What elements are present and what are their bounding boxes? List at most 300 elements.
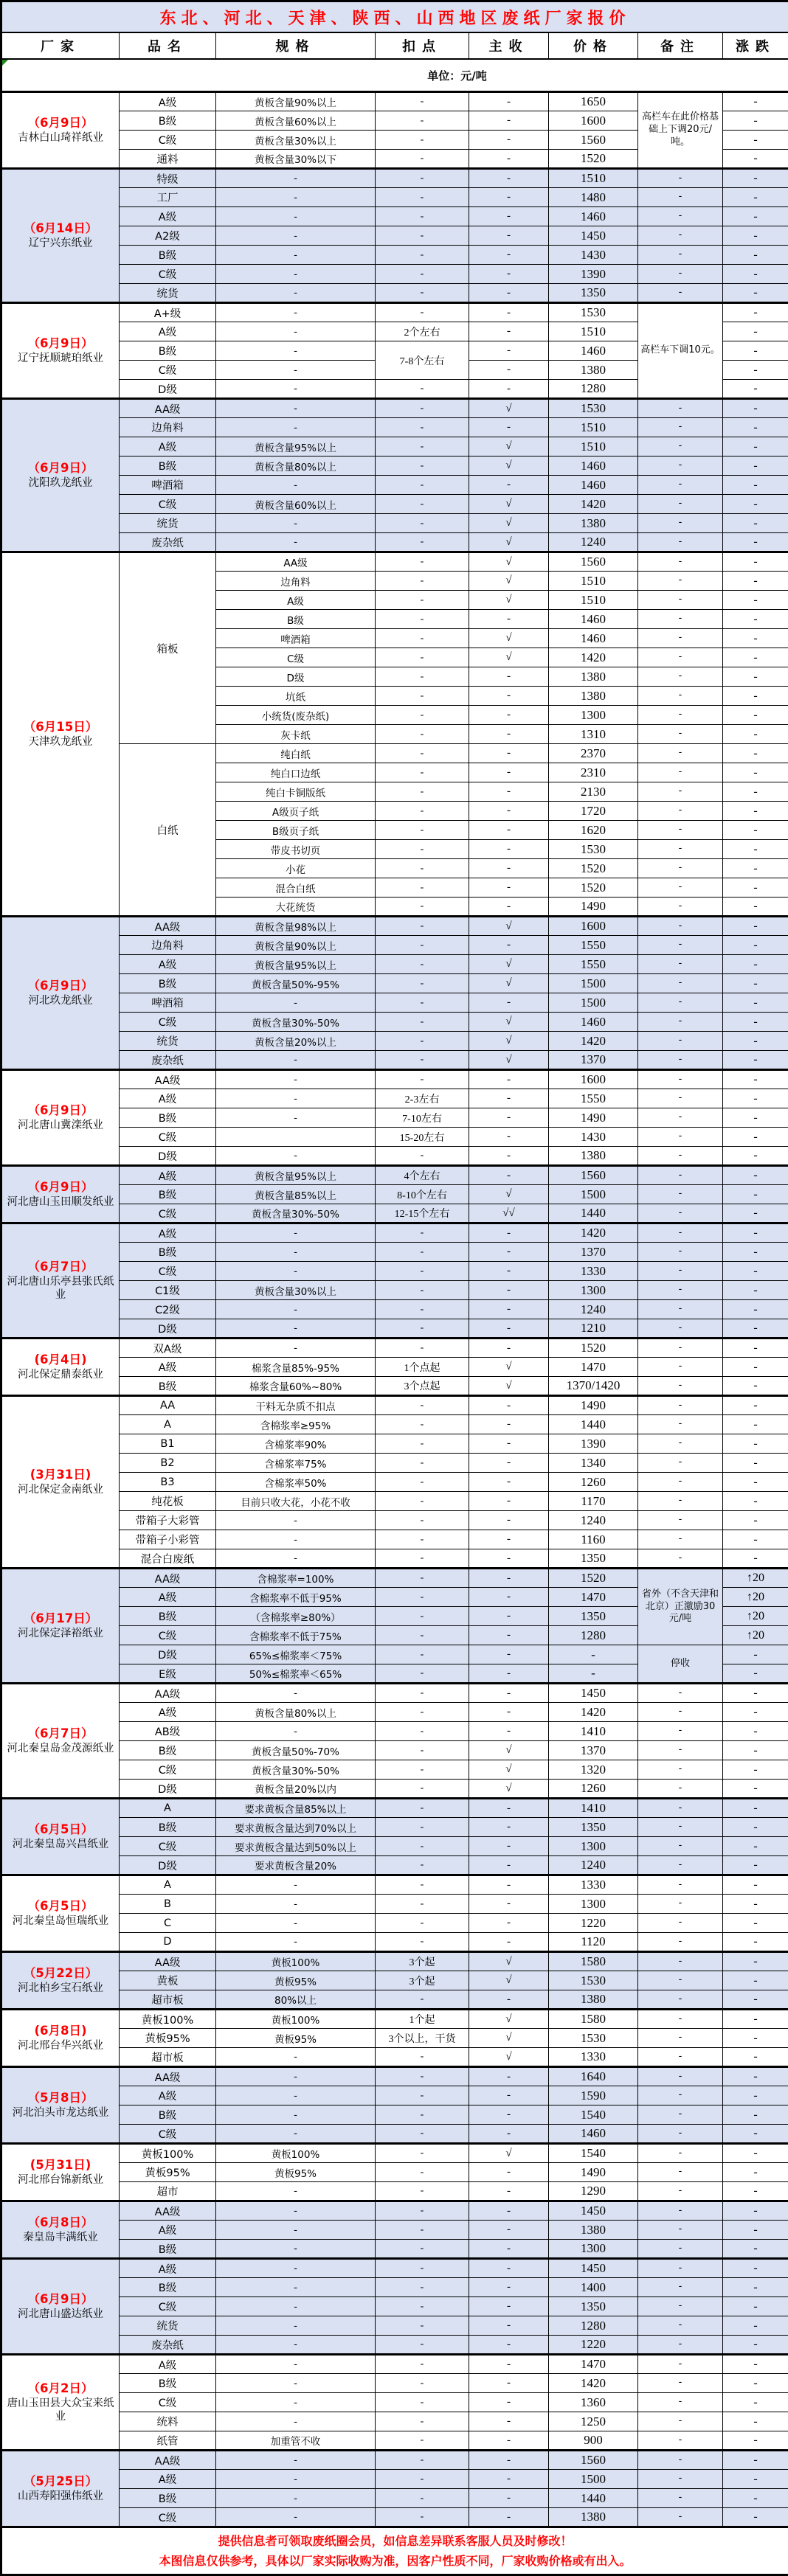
deduction-cell: - [376, 821, 469, 840]
change-cell: - [723, 533, 788, 552]
deduction-cell: - [376, 1664, 469, 1684]
price-cell: 900 [549, 2431, 638, 2451]
change-cell: - [723, 1070, 788, 1089]
grade-cell: 超市 [120, 2182, 216, 2201]
price-cell: 1370/1420 [549, 1377, 638, 1396]
spec-cell: - [216, 169, 376, 188]
table-row [1, 1243, 788, 1262]
remark-cell: - [638, 1818, 723, 1837]
remark-cell: - [638, 1319, 723, 1339]
table-row [1, 169, 788, 188]
factory-date: （6月7日） [4, 1260, 117, 1275]
price-cell: 1450 [549, 1684, 638, 1703]
page-title: 东北、河北、天津、陕西、山西地区废纸厂家报价 [1, 1, 788, 33]
change-cell: - [723, 1549, 788, 1569]
spec-cell: - [216, 1549, 376, 1569]
table-row [1, 1262, 788, 1281]
change-cell: ↑20 [723, 1626, 788, 1645]
spec-cell: - [216, 2316, 376, 2336]
spec-cell: 含棉浆率不低于75% [216, 1626, 376, 1645]
remark-cell: - [638, 207, 723, 226]
factory-cell [1, 1569, 120, 1684]
table-row [1, 1952, 788, 1971]
change-cell: - [723, 380, 788, 399]
table-row [1, 456, 788, 476]
change-cell: - [723, 2508, 788, 2527]
price-cell: 1590 [549, 2086, 638, 2105]
change-cell: - [723, 2144, 788, 2163]
spec-cell: - [216, 2374, 376, 2393]
change-cell: - [723, 2067, 788, 2086]
price-cell: 1600 [549, 1070, 638, 1089]
remark-cell: - [638, 514, 723, 533]
remark-cell: - [638, 1914, 723, 1933]
change-cell: - [723, 1415, 788, 1434]
main-accept-cell: - [469, 1549, 549, 1569]
remark-cell: - [638, 2240, 723, 2259]
remark-cell: - [638, 1454, 723, 1473]
spec-cell: 含棉浆率75% [216, 1454, 376, 1473]
footer-notice [1, 2527, 788, 2575]
factory-cell [1, 552, 120, 917]
spec-cell: - [216, 1051, 376, 1070]
main-accept-cell: - [469, 1818, 549, 1837]
main-accept-cell: - [469, 2297, 549, 2316]
factory-cell [1, 2067, 120, 2144]
col-header-price: 价格 [549, 32, 638, 59]
spec-cell: - [216, 1300, 376, 1319]
main-accept-cell: - [469, 1281, 549, 1300]
change-cell: - [723, 2240, 788, 2259]
table-row [1, 1799, 788, 1818]
price-cell: 1350 [549, 284, 638, 303]
change-cell: - [723, 1339, 788, 1358]
price-cell: 1500 [549, 2470, 638, 2489]
remark-cell: - [638, 2393, 723, 2412]
table-row [1, 1684, 788, 1703]
deduction-cell: - [376, 1741, 469, 1760]
remark-cell: - [638, 917, 723, 936]
change-cell: - [723, 1032, 788, 1051]
spec-cell: 黄板含量80%以上 [216, 1703, 376, 1722]
price-cell: 1530 [549, 840, 638, 859]
price-cell: 1160 [549, 1530, 638, 1549]
remark-cell: - [638, 1281, 723, 1300]
remark-cell: - [638, 1971, 723, 1990]
grade-cell: 边角料 [120, 418, 216, 437]
spec-cell: - [216, 1895, 376, 1914]
table-row [1, 418, 788, 437]
change-cell: - [723, 1051, 788, 1070]
change-cell: - [723, 1511, 788, 1530]
spec-cell: 黄板100% [216, 1952, 376, 1971]
deduction-cell: - [376, 1703, 469, 1722]
grade-cell: C1级 [120, 1281, 216, 1300]
grade-cell: 黄板100% [120, 2010, 216, 2029]
grade-cell: B级 [120, 1741, 216, 1760]
table-row [1, 2182, 788, 2201]
spec-cell: - [216, 2393, 376, 2412]
table-row [1, 1454, 788, 1473]
spec-cell: - [216, 1933, 376, 1952]
spec-cell: - [216, 2297, 376, 2316]
price-cell: 1490 [549, 898, 638, 917]
remark-cell: - [638, 2086, 723, 2105]
price-cell: 1510 [549, 418, 638, 437]
change-cell: - [723, 859, 788, 878]
change-cell: - [723, 782, 788, 802]
spec-cell: - [216, 2470, 376, 2489]
unit-note [1, 59, 788, 92]
main-accept-cell: - [469, 878, 549, 898]
remark-cell: - [638, 1875, 723, 1895]
factory-date: （5月8日） [4, 2091, 117, 2106]
price-cell: 1300 [549, 1837, 638, 1856]
main-accept-cell: - [469, 2393, 549, 2412]
price-cell: 1520 [549, 150, 638, 169]
spec-cell [216, 1128, 376, 1147]
factory-date: （6月17日） [4, 1611, 117, 1627]
table-row [1, 2508, 788, 2527]
grade-cell: A级 [120, 1703, 216, 1722]
change-cell: - [723, 1147, 788, 1166]
remark-cell: - [638, 1128, 723, 1147]
col-header-factory: 厂家 [1, 32, 120, 59]
factory-name: 山西寿阳强伟纸业 [4, 2490, 117, 2503]
change-cell: - [723, 2336, 788, 2355]
deduction-cell: - [376, 150, 469, 169]
deduction-cell: - [376, 878, 469, 898]
main-accept-cell: √ [469, 648, 549, 667]
spec-cell: - [216, 2105, 376, 2125]
price-cell: 1460 [549, 629, 638, 648]
remark-cell: - [638, 1780, 723, 1799]
grade-cell: 边角料 [120, 936, 216, 955]
price-cell: 1470 [549, 1588, 638, 1607]
table-row [1, 552, 788, 572]
main-accept-cell: - [469, 1664, 549, 1684]
main-accept-cell: - [469, 2278, 549, 2297]
change-cell: - [723, 1664, 788, 1684]
change-cell: - [723, 1875, 788, 1895]
remark-cell: - [638, 2201, 723, 2221]
remark-cell: - [638, 1185, 723, 1204]
table-row [1, 2316, 788, 2336]
price-cell: 1520 [549, 1339, 638, 1358]
main-accept-cell: - [469, 150, 549, 169]
table-row [1, 2412, 788, 2431]
price-cell: 1580 [549, 1952, 638, 1971]
spec-cell: - [216, 1147, 376, 1166]
main-accept-cell: √ [469, 437, 549, 456]
spec-cell: 黄板95% [216, 2029, 376, 2048]
factory-cell [1, 1339, 120, 1396]
remark-cell: - [638, 1933, 723, 1952]
table-row [1, 1780, 788, 1799]
main-accept-cell: √ [469, 514, 549, 533]
grade-cell: A级 [120, 2086, 216, 2105]
spec-cell: - [216, 1684, 376, 1703]
table-row [1, 1434, 788, 1454]
remark-cell: - [638, 2451, 723, 2470]
deduction-cell: - [376, 2163, 469, 2182]
grade-cell: B级 [120, 1243, 216, 1262]
main-accept-cell: - [469, 2412, 549, 2431]
spec-cell: 黄板含量95%以上 [216, 955, 376, 974]
grade-cell: A级 [120, 437, 216, 456]
change-cell: - [723, 955, 788, 974]
col-header-change: 涨跌 [723, 32, 788, 59]
price-cell: 1510 [549, 169, 638, 188]
table-row [1, 1415, 788, 1434]
change-cell: - [723, 111, 788, 131]
deduction-cell: - [376, 380, 469, 399]
grade-cell: B级 [120, 1607, 216, 1626]
price-cell: 1440 [549, 1204, 638, 1223]
main-accept-cell: - [469, 2259, 549, 2278]
grade-cell: D级 [120, 1147, 216, 1166]
spec-cell: - [216, 399, 376, 418]
grade-cell: 统货 [120, 514, 216, 533]
price-cell: 1420 [549, 1223, 638, 1243]
table-row [1, 1933, 788, 1952]
grade-cell: 纯花板 [120, 1492, 216, 1511]
spec-cell: 黄板含量90%以上 [216, 92, 376, 111]
spec-cell: 65%≤棉浆率＜75% [216, 1645, 376, 1664]
deduction-cell: - [376, 706, 469, 725]
table-row [1, 1396, 788, 1415]
price-cell: 1460 [549, 476, 638, 495]
remark-cell: - [638, 476, 723, 495]
deduction-cell: - [376, 111, 469, 131]
deduction-cell: - [376, 1434, 469, 1454]
factory-date: （6月7日） [4, 1726, 117, 1742]
change-cell: - [723, 2029, 788, 2048]
main-accept-cell: - [469, 936, 549, 955]
price-cell: 1370 [549, 1051, 638, 1070]
spec-cell: - [216, 2221, 376, 2240]
spec-cell: 大花统货 [216, 898, 376, 917]
spec-cell: 坑纸 [216, 687, 376, 706]
change-cell: - [723, 2470, 788, 2489]
deduction-cell: - [376, 572, 469, 591]
factory-name: 河北秦皇岛恒瑞纸业 [4, 1914, 117, 1928]
table-row [1, 2374, 788, 2393]
change-cell: - [723, 878, 788, 898]
deduction-cell: - [376, 2470, 469, 2489]
main-accept-cell: √ [469, 955, 549, 974]
grade-cell: 箱板 [120, 552, 216, 744]
grade-cell: 超市板 [120, 2048, 216, 2067]
price-cell: 1240 [549, 1856, 638, 1875]
deduction-cell: - [376, 476, 469, 495]
deduction-cell: - [376, 1223, 469, 1243]
grade-cell: 超市板 [120, 1990, 216, 2010]
change-cell: - [723, 552, 788, 572]
price-cell: 1580 [549, 2010, 638, 2029]
main-accept-cell: - [469, 1243, 549, 1262]
main-accept-cell: - [469, 1530, 549, 1549]
remark-cell: - [638, 533, 723, 552]
spec-cell: - [216, 2067, 376, 2086]
main-accept-cell: - [469, 821, 549, 840]
price-cell: 1170 [549, 1492, 638, 1511]
main-accept-cell: - [469, 2105, 549, 2125]
change-cell: - [723, 1645, 788, 1664]
spec-cell: - [216, 2412, 376, 2431]
spec-cell: - [216, 2240, 376, 2259]
remark-cell: 高栏车下调10元。 [638, 303, 723, 399]
deduction-cell: 1个起 [376, 2010, 469, 2029]
price-cell: 1520 [549, 878, 638, 898]
spec-cell: - [216, 2278, 376, 2297]
grade-cell: 啤酒箱 [120, 476, 216, 495]
grade-cell: C级 [120, 495, 216, 514]
grade-cell: C级 [120, 1204, 216, 1223]
spec-cell: - [216, 514, 376, 533]
main-accept-cell: √ [469, 399, 549, 418]
table-row [1, 1089, 788, 1108]
main-accept-cell: - [469, 993, 549, 1013]
change-cell: ↑20 [723, 1569, 788, 1588]
deduction-cell: - [376, 1684, 469, 1703]
spec-cell: 含棉浆率不低于95% [216, 1588, 376, 1607]
deduction-cell: - [376, 917, 469, 936]
spec-cell: 黄板含量30%以上 [216, 131, 376, 150]
spec-cell: - [216, 303, 376, 322]
spec-cell: - [216, 265, 376, 284]
table-row [1, 2393, 788, 2412]
change-cell: - [723, 2374, 788, 2393]
price-cell: 1460 [549, 610, 638, 629]
deduction-cell: - [376, 1281, 469, 1300]
price-cell: 1220 [549, 2336, 638, 2355]
main-accept-cell: - [469, 840, 549, 859]
deduction-cell: - [376, 993, 469, 1013]
main-accept-cell: - [469, 169, 549, 188]
main-accept-cell: √ [469, 2029, 549, 2048]
main-accept-cell: √ [469, 1952, 549, 1971]
remark-cell: - [638, 1166, 723, 1185]
deduction-cell: 4个左右 [376, 1166, 469, 1185]
deduction-cell: - [376, 859, 469, 878]
spec-cell: - [216, 188, 376, 207]
remark-cell: - [638, 1722, 723, 1741]
factory-cell [1, 303, 120, 399]
deduction-cell: - [376, 2201, 469, 2221]
deduction-cell: - [376, 2393, 469, 2412]
grade-cell: C级 [120, 1626, 216, 1645]
remark-cell: - [638, 2374, 723, 2393]
remark-cell: - [638, 2412, 723, 2431]
change-cell: - [723, 2048, 788, 2067]
change-cell: - [723, 1914, 788, 1933]
factory-name: 河北保定金南纸业 [4, 1483, 117, 1496]
remark-cell: - [638, 1147, 723, 1166]
main-accept-cell: - [469, 1799, 549, 1818]
grade-cell: E级 [120, 1664, 216, 1684]
main-accept-cell: √√ [469, 1204, 549, 1223]
factory-cell [1, 1396, 120, 1569]
deduction-cell: 2个左右 [376, 322, 469, 341]
spec-cell: - [216, 1070, 376, 1089]
table-row [1, 993, 788, 1013]
spec-cell: 80%以上 [216, 1990, 376, 2010]
change-cell: - [723, 1300, 788, 1319]
grade-cell: AA级 [120, 917, 216, 936]
grade-cell: 通料 [120, 150, 216, 169]
spec-cell: 含棉浆率90% [216, 1434, 376, 1454]
deduction-cell: - [376, 1837, 469, 1856]
table-row [1, 188, 788, 207]
change-cell: - [723, 1243, 788, 1262]
table-row [1, 2259, 788, 2278]
change-cell: - [723, 150, 788, 169]
table-row [1, 2144, 788, 2163]
deduction-cell: - [376, 687, 469, 706]
col-header-remark: 备注 [638, 32, 723, 59]
table-row [1, 1511, 788, 1530]
price-cell: 1280 [549, 380, 638, 399]
remark-cell: - [638, 725, 723, 744]
deduction-cell: - [376, 610, 469, 629]
remark-cell: - [638, 1760, 723, 1780]
deduction-cell: - [376, 1300, 469, 1319]
grade-cell: A级 [120, 1089, 216, 1108]
change-cell: - [723, 1108, 788, 1128]
price-cell: 1510 [549, 322, 638, 341]
main-accept-cell: - [469, 610, 549, 629]
factory-name: 天津玖龙纸业 [4, 735, 117, 749]
spec-cell: 黄板含量50%-70% [216, 1741, 376, 1760]
price-cell: 1420 [549, 648, 638, 667]
remark-cell: - [638, 1684, 723, 1703]
price-cell: 1380 [549, 667, 638, 687]
table-row [1, 2163, 788, 2182]
table-row [1, 1473, 788, 1492]
unit-row [1, 59, 788, 92]
remark-cell: - [638, 572, 723, 591]
deduction-cell: - [376, 2374, 469, 2393]
grade-cell: C级 [120, 1013, 216, 1032]
table-row [1, 1013, 788, 1032]
main-accept-cell: √ [469, 552, 549, 572]
change-cell: - [723, 1013, 788, 1032]
remark-cell: - [638, 169, 723, 188]
remark-cell: - [638, 1473, 723, 1492]
deduction-cell: - [376, 92, 469, 111]
price-cell: 2310 [549, 763, 638, 782]
deduction-cell: - [376, 1722, 469, 1741]
table-row [1, 1875, 788, 1895]
remark-cell: - [638, 2144, 723, 2163]
change-cell: - [723, 2086, 788, 2105]
table-row [1, 303, 788, 322]
main-accept-cell: √ [469, 2144, 549, 2163]
factory-cell [1, 2259, 120, 2355]
grade-cell: AA级 [120, 1569, 216, 1588]
deduction-cell: - [376, 131, 469, 150]
spec-cell: 黄板含量30%以下 [216, 150, 376, 169]
main-accept-cell: - [469, 2431, 549, 2451]
table-row [1, 1166, 788, 1185]
spec-cell: - [216, 1108, 376, 1128]
deduction-cell: - [376, 974, 469, 993]
table-row [1, 399, 788, 418]
deduction-cell: - [376, 2086, 469, 2105]
grade-cell: D [120, 1933, 216, 1952]
grade-cell: D级 [120, 1856, 216, 1875]
